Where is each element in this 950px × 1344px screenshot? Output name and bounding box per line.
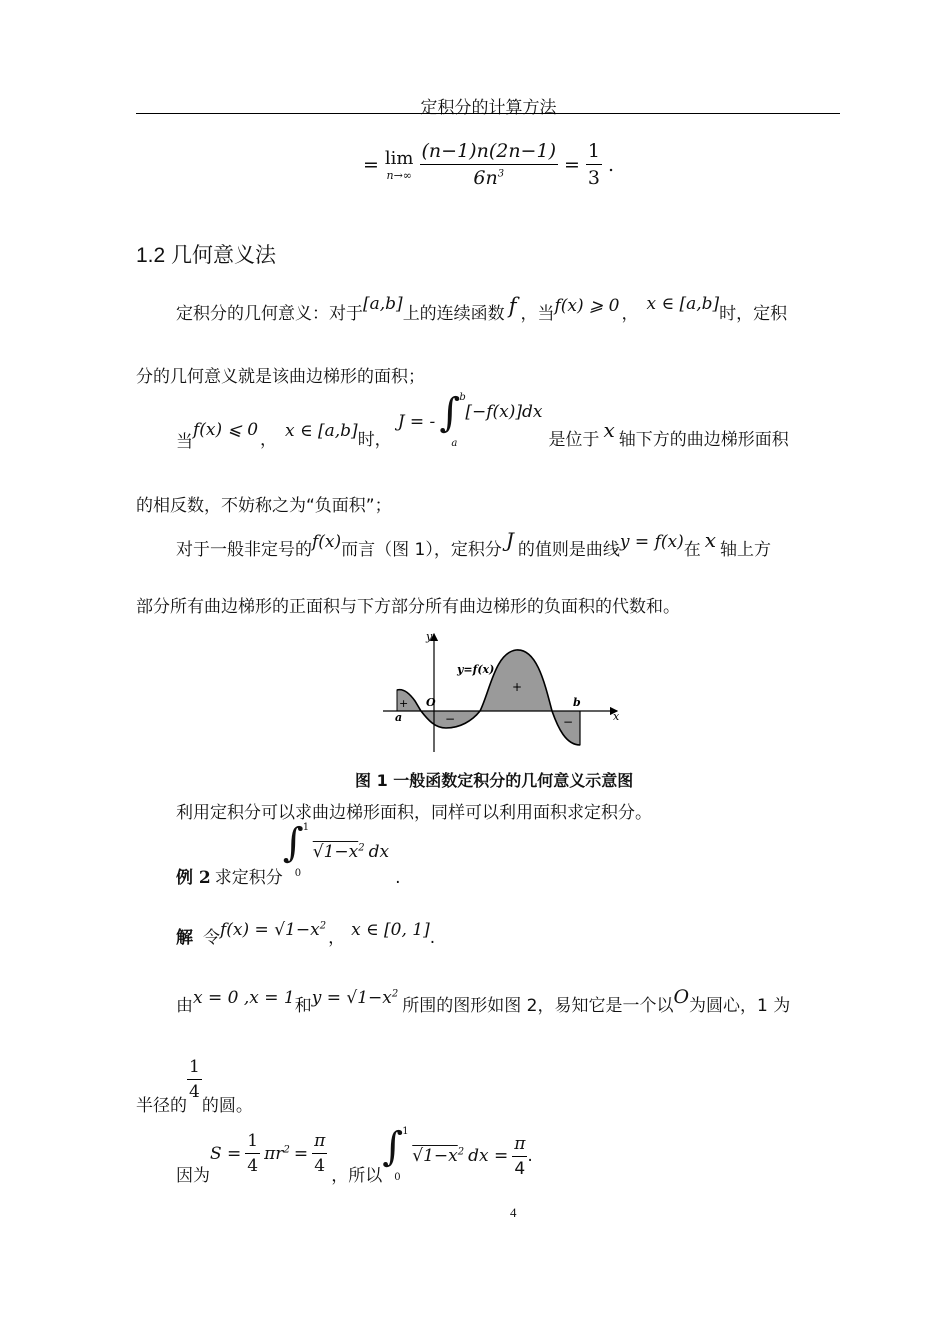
quarter-denominator: 4 [189,1082,200,1102]
p2-line-2: 的相反数，不妨称之为“负面积”； [136,496,392,516]
section-title: 几何意义法 [171,244,277,267]
solution-text-2: ， [328,928,346,948]
integral-upper-limit: b [459,392,466,403]
solution-math-f [220,920,326,940]
p6-integrand [412,1146,508,1166]
p2-text-2: ， [260,430,278,450]
pi-r: πr [264,1143,284,1164]
paragraph-region [176,988,790,1016]
solution-math-domain: x ∈ [0, 1] [351,920,430,940]
p6-result-den: 4 [514,1158,526,1179]
p5-curve-exponent: 2 [391,988,399,1000]
fraction-numerator: (n−1)n(2n−1) [420,140,558,165]
x-axis-label: x [613,710,620,723]
p2-text-4: 是位于 [548,430,600,450]
paragraph-conclusion [176,1126,533,1186]
equals-sign-2: = [563,153,580,176]
area-fraction-2-den: 4 [314,1156,326,1176]
integrand-root: √1−x [312,842,359,862]
p2-math-condition: f(x) ⩽ 0 [193,420,259,440]
p6-result-num: π [512,1134,527,1157]
p5-math-O: O [673,986,690,1008]
solution-f-exponent: 2 [319,920,327,932]
integral-upper-limit: 1 [402,1126,409,1137]
section-number: 1.2 [136,244,166,267]
p2-integral [397,390,543,449]
p2-integral-lhs: J = - [397,412,436,432]
integrand-dx: dx [368,842,390,862]
p2-math-domain: x ∈ [a,b] [285,421,358,441]
p5-line2-text-1: 半径的 [136,1096,187,1116]
limit-fraction [420,140,558,189]
area-equals: = [293,1143,309,1164]
p6-text-1: 因为 [176,1166,210,1186]
section-heading [136,239,276,269]
p5-text-3: 所围的图形如图 2，易知它是一个以 [402,996,674,1016]
lim-subscript: n→∞ [386,168,412,182]
p6-area-formula [210,1131,327,1176]
area-fraction-2 [312,1131,327,1176]
p6-integrand-exponent: 2 [457,1146,465,1158]
p6-result-fraction [512,1134,527,1179]
p5-text-2: 和 [294,996,312,1016]
example-text: 求定积分 [214,868,283,888]
area-lhs: S = [210,1143,242,1164]
solution-period: . [429,928,436,948]
p5-curve-def: y = √1−x [311,988,392,1008]
p1-math-f: f [508,294,517,318]
example-period: . [395,868,401,888]
p5-line2-text-2: 的圆。 [201,1096,253,1116]
result-numerator: 1 [586,140,602,165]
p6-text-2: ，所以 [331,1166,383,1186]
example-integrand [313,842,389,862]
p1-text-1: 定积分的几何意义：对于 [176,304,363,324]
integral-lower-limit: a [451,438,458,449]
p1-line-2: 分的几何意义就是该曲边梯形的面积； [136,367,425,387]
denominator-exponent: 3 [497,168,505,180]
paragraph-area-usage: 利用定积分可以求曲边梯形面积，同样可以利用面积求定积分。 [176,803,652,823]
plus-sign-main: + [512,680,523,694]
formula-period: . [608,153,615,176]
p6-integrand-dx: dx = [468,1146,509,1166]
p1-text-5: 时，定积 [719,304,788,324]
paragraph-geometric-meaning [176,294,788,324]
b-label: b [573,696,581,709]
p5-math-curve [312,988,399,1008]
area-fraction-1-num: 1 [245,1131,260,1154]
figure-caption: 图 1 一般函数定积分的几何意义示意图 [355,771,634,790]
p2-text-5: 轴下方的曲边梯形面积 [618,430,789,450]
integral-upper-limit: 1 [302,822,310,833]
header-rule [136,113,840,114]
p1-text-3: ，当 [520,304,555,324]
p5-math-bounds: x = 0 ,x = 1 [193,988,295,1008]
solution-line [176,918,435,948]
area-pi-r [264,1144,290,1164]
p5-line-2 [136,1057,253,1116]
r-exponent: 2 [283,1143,290,1155]
p5-text-1: 由 [176,996,193,1016]
p1-text-4: ， [621,304,639,324]
integral-sign: ∫ 1 0 [282,820,310,879]
a-label: a [395,711,403,724]
p3-text-5: 轴上方 [720,540,772,560]
solution-label: 解 [176,928,193,948]
p3-math-curve: y = f(x) [619,532,684,552]
paragraph-negative-area [176,390,789,454]
p3-line-2: 部分所有曲边梯形的正面积与下方部分所有曲边梯形的负面积的代数和。 [136,597,680,617]
result-fraction [586,140,602,189]
example-integral [282,820,390,879]
p2-integrand: [−f(x)]dx [465,402,543,422]
page-number: 4 [510,1205,517,1220]
solution-f-def: f(x) = √1−x [220,920,320,940]
fraction-denominator [471,165,506,189]
p1-text-2: 上的连续函数 [402,304,505,324]
quarter-fraction [187,1057,202,1102]
integral-lower-limit: 0 [394,1172,401,1183]
p1-math-domain: x ∈ [a,b] [646,294,720,314]
integral-sign: ∫ b a [439,390,466,449]
area-fraction-2-num: π [312,1131,327,1154]
plus-sign-left: + [399,697,409,710]
p3-math-J: J [505,528,514,552]
integral-sign: ∫ 1 0 [382,1124,409,1183]
p3-text-2: 而言（图 1），定积分 [341,540,502,560]
example-2 [176,820,401,894]
p2-text-1: 当 [176,432,193,452]
limit-formula [363,140,614,189]
p5-text-4: 为圆心，1 为 [689,996,791,1016]
p6-integral [382,1124,533,1183]
p1-math-condition: f(x) ⩾ 0 [554,296,620,316]
integrand-exponent: 2 [358,842,365,854]
example-label: 例 2 [176,868,211,888]
p2-text-3: 时， [357,430,392,450]
p1-math-interval: [a,b] [363,294,403,314]
quarter-numerator: 1 [187,1057,202,1080]
p3-math-x: x [704,528,717,552]
p6-period: . [527,1146,533,1166]
p2-math-x: x [603,418,615,442]
integral-lower-limit: 0 [294,868,302,879]
result-denominator: 3 [587,167,600,189]
p3-text-4: 在 [683,540,701,560]
minus-sign-left: − [445,712,456,726]
y-axis-label: y [426,630,433,643]
lim-operator: lim [384,147,414,169]
denominator-base: 6n [473,167,498,189]
paragraph-algebraic-sum [176,528,772,560]
integral-area-diagram [380,628,625,758]
minus-sign-right: − [563,715,574,729]
area-fraction-1 [245,1131,260,1176]
curve-label: y=f(x) [457,663,495,676]
solution-text-1: 令 [203,928,220,948]
p6-integrand-root: √1−x [412,1146,458,1166]
figure-1 [380,628,625,758]
running-header: 定积分的计算方法 [420,98,557,118]
equals-sign: = [363,153,379,176]
area-fraction-1-den: 4 [247,1156,259,1176]
p3-text-3: 的值则是曲线 [517,540,620,560]
origin-label: O [426,696,436,709]
p3-math-fx: f(x) [312,532,342,552]
p3-text-1: 对于一般非定号的 [176,540,312,560]
